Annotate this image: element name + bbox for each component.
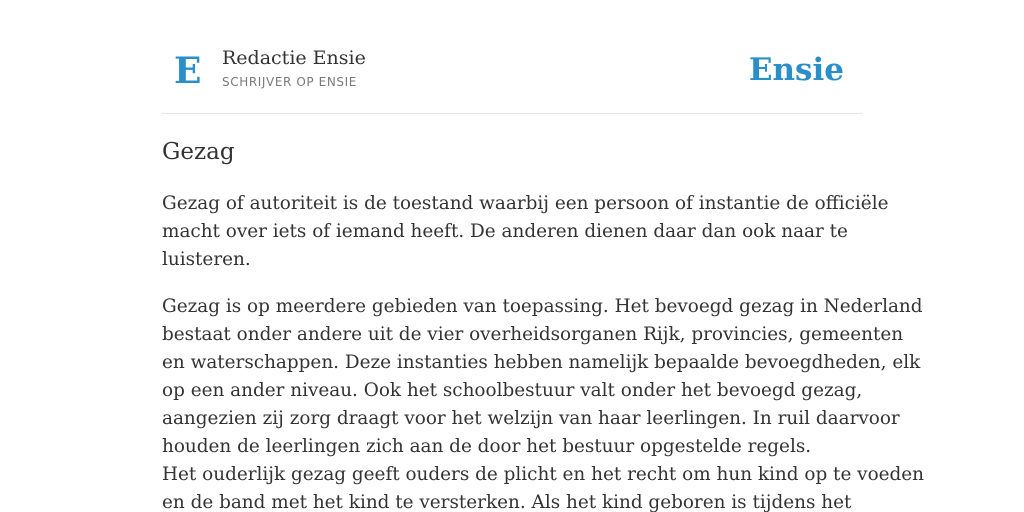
paragraph-2 — [162, 293, 925, 512]
article-title: Gezag — [162, 139, 235, 165]
paragraph-line: macht over iets of iemand heeft. De anderen dienen daar dan ook naar te — [162, 221, 848, 242]
article-body — [162, 190, 925, 512]
paragraph-line: en waterschappen. Deze instanties hebben namelijk bepaalde bevoegdheden, elk — [162, 352, 921, 373]
paragraph-line: houden de leerlingen zich aan de door het bestuur opgestelde regels. — [162, 436, 812, 457]
paragraph-line: Gezag of autoriteit is de toestand waarbij een persoon of instantie de officiële — [162, 193, 889, 214]
author-role: SCHRIJVER OP ENSIE — [222, 75, 357, 89]
paragraph-line: aangezien zij zorg draagt voor het welzijn van haar leerlingen. In ruil daarvoor — [162, 408, 900, 429]
paragraph-line: Gezag is op meerdere gebieden van toepassing. Het bevoegd gezag in Nederland — [162, 296, 923, 317]
paragraph-line: op een ander niveau. Ook het schoolbestuur valt onder het bevoegd gezag, — [162, 380, 863, 401]
paragraph-1 — [162, 190, 889, 274]
paragraph-line: en de band met het kind te versterken. Als het kind geboren is tijdens het — [162, 492, 852, 512]
paragraph-line: bestaat onder andere uit de vier overheidsorganen Rijk, provincies, gemeenten — [162, 324, 904, 345]
paragraph-line: luisteren. — [162, 249, 251, 270]
article-header — [162, 0, 862, 114]
paragraph-line: Het ouderlijk gezag geeft ouders de plicht en het recht om hun kind op te voeden — [162, 464, 925, 485]
brand-logo[interactable]: Ensie — [748, 52, 844, 88]
author-name[interactable]: Redactie Ensie — [222, 47, 366, 69]
author-avatar-logo[interactable]: E — [174, 50, 202, 92]
content-container — [162, 0, 925, 512]
